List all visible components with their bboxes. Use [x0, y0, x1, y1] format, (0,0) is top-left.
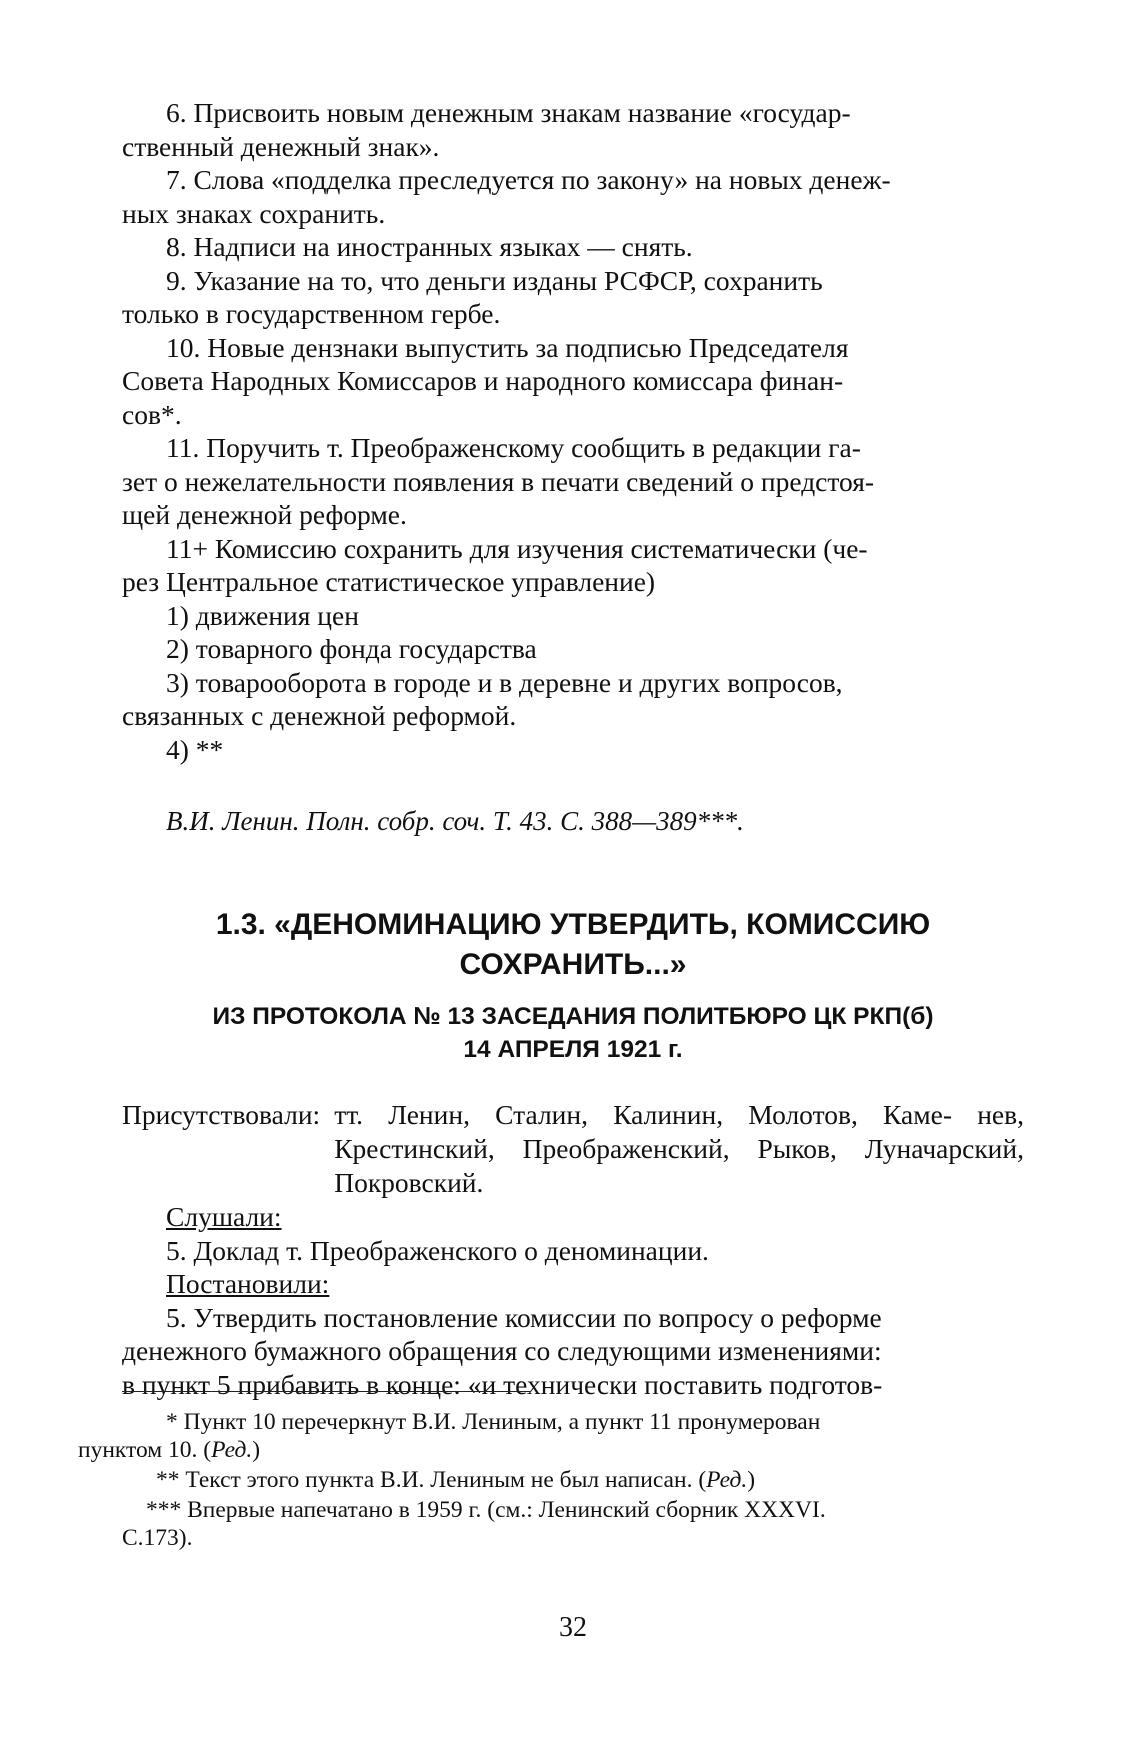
- attendees: [122, 1098, 1024, 1200]
- item-9: 9. Указание на то, что деньги изданы РСФСР, сохранить только в государственном гербе.: [122, 264, 823, 329]
- footnote-divider: [122, 1391, 530, 1392]
- item-11: 11. Поручить т. Преображенскому сообщить в редакции га- зет о нежелательности появления в печати сведений о предстоя- щей денежной реформе.: [122, 432, 875, 530]
- footnote-2: ** Текст этого пункта В.И. Лениным не был написан. (Ред.): [156, 1467, 756, 1493]
- page-number: 32: [559, 1612, 587, 1643]
- resolved-label: Постановили:: [166, 1268, 330, 1299]
- item-7: 7. Слова «подделка преследуется по закону» на новых денеж- ных знаках сохранить.: [122, 164, 891, 229]
- source-citation: В.И. Ленин. Полн. собр. соч. Т. 43. С. 388—389***.: [166, 806, 744, 836]
- subitem-2: 2) товарного фонда государства: [166, 633, 537, 664]
- protocol-body: [122, 1200, 1024, 1401]
- resolution-items: [122, 96, 1024, 766]
- resolved-text: 5. Утвердить постановление комиссии по вопросу о реформе денежного бумажного обращения со следующими изменениями: в пункт 5 прибавить в конце: «и технически поставить подготов-: [122, 1301, 883, 1400]
- subitem-1: 1) движения цен: [166, 599, 359, 631]
- heard-text: 5. Доклад т. Преображенского о деноминации.: [166, 1234, 709, 1266]
- section-title: 1.3. «ДЕНОМИНАЦИЮ УТВЕРДИТЬ, КОМИССИЮ СОХРАНИТЬ...»: [215, 908, 931, 981]
- subitem-4: 4) **: [166, 733, 224, 765]
- item-11-plus: 11+ Комиссию сохранить для изучения систематически (че- рез Центральное статистическое управление): [122, 532, 868, 597]
- item-8: 8. Надписи на иностранных языках — снять.: [166, 231, 693, 262]
- heard-label: Слушали:: [166, 1201, 282, 1232]
- attendees-label: Присутствовали:: [122, 1099, 321, 1130]
- item-10: 10. Новые дензнаки выпустить за подписью Председателя Совета Народных Комиссаров и народного комиссара финан- сов*.: [122, 331, 849, 430]
- attendees-list: тт. Ленин, Сталин, Калинин, Молотов, Каме- нев, Крестинский, Преображенский, Рыков, Луначарский, Покровский.: [334, 1099, 1024, 1198]
- section-subtitle: ИЗ ПРОТОКОЛА № 13 ЗАСЕДАНИЯ ПОЛИТБЮРО ЦК РКП(б) 14 АПРЕЛЯ 1921 г.: [212, 1003, 934, 1063]
- footnote-1: * Пункт 10 перечеркнут В.И. Лениным, а пункт 11 пронумерован пунктом 10. (Ред.): [78, 1409, 821, 1463]
- subitem-3: 3) товарооборота в городе и в деревне и других вопросов, связанных с денежной реформой.: [122, 666, 843, 731]
- footnotes: [78, 1408, 1024, 1554]
- item-6: 6. Присвоить новым денежным знакам название «государ- ственный денежный знак».: [122, 97, 851, 162]
- footnote-3: *** Впервые напечатано в 1959 г. (см.: Ленинский сборник XXXVI. С.173).: [122, 1497, 826, 1551]
